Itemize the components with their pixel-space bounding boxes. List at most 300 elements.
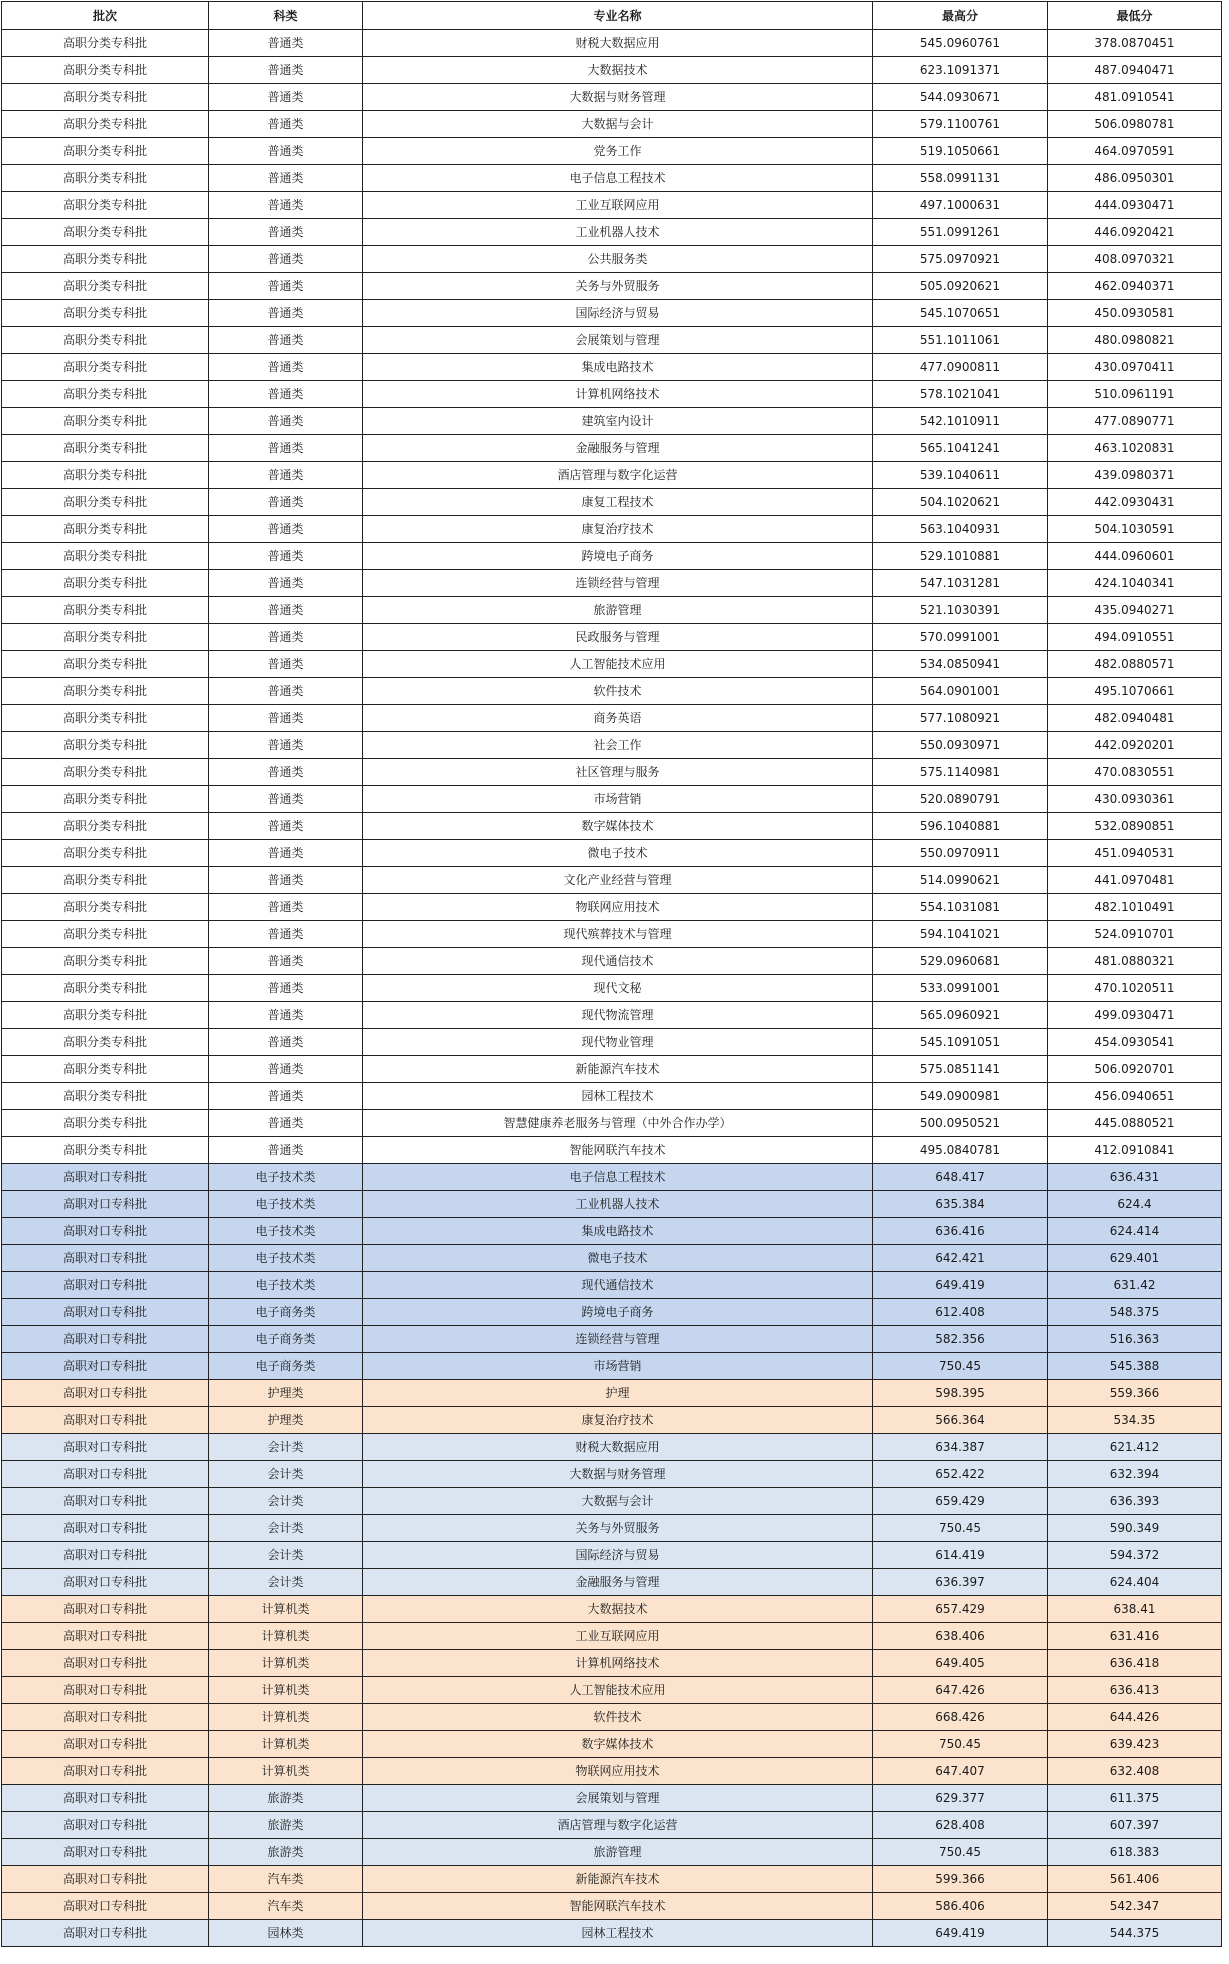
cell-category: 普通类 (209, 192, 363, 219)
cell-major: 国际经济与贸易 (363, 300, 873, 327)
cell-min-score: 559.366 (1048, 1380, 1222, 1407)
cell-min-score: 470.0830551 (1048, 759, 1222, 786)
cell-max-score: 575.1140981 (873, 759, 1048, 786)
table-row (2, 1137, 1222, 1164)
table-row (2, 1056, 1222, 1083)
table-row (2, 1407, 1222, 1434)
cell-major: 物联网应用技术 (363, 1758, 873, 1785)
cell-max-score: 579.1100761 (873, 111, 1048, 138)
cell-batch: 高职分类专科批 (2, 570, 209, 597)
cell-major: 计算机网络技术 (363, 1650, 873, 1677)
cell-max-score: 657.429 (873, 1596, 1048, 1623)
cell-batch: 高职分类专科批 (2, 165, 209, 192)
cell-major: 园林工程技术 (363, 1920, 873, 1947)
cell-min-score: 629.401 (1048, 1245, 1222, 1272)
table-row (2, 1920, 1222, 1947)
cell-min-score: 624.414 (1048, 1218, 1222, 1245)
cell-batch: 高职对口专科批 (2, 1191, 209, 1218)
table-row (2, 435, 1222, 462)
cell-major: 智能网联汽车技术 (363, 1893, 873, 1920)
table-row (2, 1299, 1222, 1326)
cell-max-score: 520.0890791 (873, 786, 1048, 813)
cell-major: 党务工作 (363, 138, 873, 165)
cell-major: 市场营销 (363, 1353, 873, 1380)
cell-max-score: 542.1010911 (873, 408, 1048, 435)
cell-max-score: 565.0960921 (873, 1002, 1048, 1029)
cell-category: 普通类 (209, 1029, 363, 1056)
cell-batch: 高职分类专科批 (2, 894, 209, 921)
table-row (2, 462, 1222, 489)
cell-max-score: 495.0840781 (873, 1137, 1048, 1164)
cell-batch: 高职分类专科批 (2, 867, 209, 894)
table-header (2, 2, 1222, 30)
header-batch: 批次 (2, 2, 209, 30)
cell-major: 康复治疗技术 (363, 1407, 873, 1434)
cell-min-score: 495.1070661 (1048, 678, 1222, 705)
table-row (2, 489, 1222, 516)
cell-max-score: 647.407 (873, 1758, 1048, 1785)
header-max-score: 最高分 (873, 2, 1048, 30)
cell-max-score: 549.0900981 (873, 1083, 1048, 1110)
cell-min-score: 621.412 (1048, 1434, 1222, 1461)
cell-max-score: 636.397 (873, 1569, 1048, 1596)
cell-major: 工业互联网应用 (363, 1623, 873, 1650)
cell-min-score: 378.0870451 (1048, 30, 1222, 57)
cell-major: 现代文秘 (363, 975, 873, 1002)
header-category: 科类 (209, 2, 363, 30)
cell-max-score: 551.1011061 (873, 327, 1048, 354)
cell-max-score: 565.1041241 (873, 435, 1048, 462)
table-row (2, 1623, 1222, 1650)
cell-min-score: 499.0930471 (1048, 1002, 1222, 1029)
cell-max-score: 586.406 (873, 1893, 1048, 1920)
cell-max-score: 545.1091051 (873, 1029, 1048, 1056)
cell-category: 普通类 (209, 948, 363, 975)
cell-batch: 高职分类专科批 (2, 219, 209, 246)
cell-batch: 高职对口专科批 (2, 1731, 209, 1758)
cell-batch: 高职对口专科批 (2, 1623, 209, 1650)
cell-min-score: 482.1010491 (1048, 894, 1222, 921)
cell-min-score: 504.1030591 (1048, 516, 1222, 543)
cell-max-score: 534.0850941 (873, 651, 1048, 678)
cell-min-score: 456.0940651 (1048, 1083, 1222, 1110)
cell-category: 普通类 (209, 867, 363, 894)
cell-batch: 高职对口专科批 (2, 1461, 209, 1488)
cell-max-score: 596.1040881 (873, 813, 1048, 840)
cell-batch: 高职分类专科批 (2, 948, 209, 975)
cell-max-score: 545.0960761 (873, 30, 1048, 57)
cell-batch: 高职对口专科批 (2, 1758, 209, 1785)
cell-category: 普通类 (209, 111, 363, 138)
cell-category: 普通类 (209, 381, 363, 408)
cell-category: 普通类 (209, 732, 363, 759)
cell-max-score: 599.366 (873, 1866, 1048, 1893)
cell-min-score: 636.418 (1048, 1650, 1222, 1677)
cell-batch: 高职分类专科批 (2, 327, 209, 354)
admission-score-table (1, 1, 1222, 1947)
cell-major: 护理 (363, 1380, 873, 1407)
cell-max-score: 529.1010881 (873, 543, 1048, 570)
cell-batch: 高职对口专科批 (2, 1380, 209, 1407)
cell-max-score: 623.1091371 (873, 57, 1048, 84)
cell-batch: 高职分类专科批 (2, 138, 209, 165)
table-row (2, 651, 1222, 678)
cell-batch: 高职对口专科批 (2, 1596, 209, 1623)
table-row (2, 327, 1222, 354)
cell-max-score: 750.45 (873, 1515, 1048, 1542)
cell-max-score: 575.0970921 (873, 246, 1048, 273)
cell-category: 普通类 (209, 462, 363, 489)
table-row (2, 1866, 1222, 1893)
cell-max-score: 533.0991001 (873, 975, 1048, 1002)
cell-batch: 高职分类专科批 (2, 1029, 209, 1056)
cell-min-score: 506.0980781 (1048, 111, 1222, 138)
table-row (2, 1488, 1222, 1515)
table-row (2, 759, 1222, 786)
cell-major: 数字媒体技术 (363, 813, 873, 840)
cell-category: 普通类 (209, 516, 363, 543)
cell-category: 电子商务类 (209, 1326, 363, 1353)
cell-batch: 高职分类专科批 (2, 435, 209, 462)
cell-max-score: 505.0920621 (873, 273, 1048, 300)
cell-max-score: 649.419 (873, 1272, 1048, 1299)
cell-min-score: 464.0970591 (1048, 138, 1222, 165)
cell-min-score: 444.0930471 (1048, 192, 1222, 219)
table-row (2, 1785, 1222, 1812)
cell-major: 人工智能技术应用 (363, 651, 873, 678)
cell-major: 跨境电子商务 (363, 543, 873, 570)
cell-batch: 高职对口专科批 (2, 1839, 209, 1866)
cell-category: 汽车类 (209, 1866, 363, 1893)
cell-batch: 高职对口专科批 (2, 1920, 209, 1947)
cell-max-score: 564.0901001 (873, 678, 1048, 705)
table-row (2, 705, 1222, 732)
cell-min-score: 446.0920421 (1048, 219, 1222, 246)
cell-batch: 高职分类专科批 (2, 1056, 209, 1083)
cell-category: 计算机类 (209, 1623, 363, 1650)
cell-batch: 高职对口专科批 (2, 1164, 209, 1191)
table-row (2, 1461, 1222, 1488)
cell-max-score: 550.0930971 (873, 732, 1048, 759)
cell-max-score: 529.0960681 (873, 948, 1048, 975)
cell-category: 会计类 (209, 1461, 363, 1488)
cell-category: 普通类 (209, 570, 363, 597)
cell-category: 普通类 (209, 1002, 363, 1029)
cell-category: 普通类 (209, 975, 363, 1002)
cell-min-score: 631.416 (1048, 1623, 1222, 1650)
cell-category: 普通类 (209, 489, 363, 516)
cell-major: 微电子技术 (363, 840, 873, 867)
table-row (2, 165, 1222, 192)
cell-category: 计算机类 (209, 1650, 363, 1677)
table-row (2, 840, 1222, 867)
cell-min-score: 618.383 (1048, 1839, 1222, 1866)
cell-batch: 高职分类专科批 (2, 786, 209, 813)
cell-batch: 高职分类专科批 (2, 192, 209, 219)
cell-max-score: 642.421 (873, 1245, 1048, 1272)
table-row (2, 786, 1222, 813)
cell-min-score: 524.0910701 (1048, 921, 1222, 948)
table-row (2, 732, 1222, 759)
cell-major: 大数据与财务管理 (363, 84, 873, 111)
cell-min-score: 412.0910841 (1048, 1137, 1222, 1164)
table-row (2, 516, 1222, 543)
cell-category: 普通类 (209, 624, 363, 651)
table-row (2, 1812, 1222, 1839)
cell-category: 会计类 (209, 1569, 363, 1596)
cell-max-score: 750.45 (873, 1731, 1048, 1758)
cell-max-score: 659.429 (873, 1488, 1048, 1515)
table-row (2, 1002, 1222, 1029)
cell-category: 普通类 (209, 705, 363, 732)
cell-category: 电子技术类 (209, 1245, 363, 1272)
cell-category: 电子技术类 (209, 1218, 363, 1245)
cell-category: 计算机类 (209, 1731, 363, 1758)
cell-category: 计算机类 (209, 1677, 363, 1704)
cell-major: 现代物流管理 (363, 1002, 873, 1029)
cell-major: 数字媒体技术 (363, 1731, 873, 1758)
cell-major: 关务与外贸服务 (363, 1515, 873, 1542)
table-row (2, 1704, 1222, 1731)
cell-major: 国际经济与贸易 (363, 1542, 873, 1569)
cell-batch: 高职分类专科批 (2, 354, 209, 381)
cell-max-score: 647.426 (873, 1677, 1048, 1704)
cell-min-score: 435.0940271 (1048, 597, 1222, 624)
cell-min-score: 486.0950301 (1048, 165, 1222, 192)
cell-min-score: 454.0930541 (1048, 1029, 1222, 1056)
cell-max-score: 551.0991261 (873, 219, 1048, 246)
cell-batch: 高职对口专科批 (2, 1434, 209, 1461)
cell-major: 现代通信技术 (363, 1272, 873, 1299)
cell-batch: 高职分类专科批 (2, 1083, 209, 1110)
table-row (2, 408, 1222, 435)
cell-max-score: 558.0991131 (873, 165, 1048, 192)
cell-min-score: 636.413 (1048, 1677, 1222, 1704)
cell-major: 连锁经营与管理 (363, 570, 873, 597)
cell-batch: 高职分类专科批 (2, 30, 209, 57)
cell-batch: 高职对口专科批 (2, 1785, 209, 1812)
cell-min-score: 482.0940481 (1048, 705, 1222, 732)
cell-major: 物联网应用技术 (363, 894, 873, 921)
table-row (2, 1731, 1222, 1758)
cell-major: 金融服务与管理 (363, 1569, 873, 1596)
cell-category: 计算机类 (209, 1596, 363, 1623)
cell-batch: 高职分类专科批 (2, 651, 209, 678)
table-row (2, 867, 1222, 894)
cell-batch: 高职对口专科批 (2, 1677, 209, 1704)
cell-category: 旅游类 (209, 1785, 363, 1812)
cell-major: 公共服务类 (363, 246, 873, 273)
table-row (2, 570, 1222, 597)
table-row (2, 1083, 1222, 1110)
cell-category: 电子技术类 (209, 1164, 363, 1191)
cell-max-score: 577.1080921 (873, 705, 1048, 732)
cell-major: 智能网联汽车技术 (363, 1137, 873, 1164)
cell-major: 酒店管理与数字化运营 (363, 1812, 873, 1839)
cell-min-score: 510.0961191 (1048, 381, 1222, 408)
cell-min-score: 611.375 (1048, 1785, 1222, 1812)
cell-major: 关务与外贸服务 (363, 273, 873, 300)
cell-category: 电子商务类 (209, 1299, 363, 1326)
cell-major: 现代殡葬技术与管理 (363, 921, 873, 948)
table-row (2, 975, 1222, 1002)
cell-min-score: 424.1040341 (1048, 570, 1222, 597)
cell-max-score: 635.384 (873, 1191, 1048, 1218)
cell-min-score: 545.388 (1048, 1353, 1222, 1380)
cell-max-score: 563.1040931 (873, 516, 1048, 543)
cell-max-score: 575.0851141 (873, 1056, 1048, 1083)
cell-min-score: 542.347 (1048, 1893, 1222, 1920)
cell-major: 康复治疗技术 (363, 516, 873, 543)
cell-min-score: 632.394 (1048, 1461, 1222, 1488)
table-row (2, 1596, 1222, 1623)
cell-major: 微电子技术 (363, 1245, 873, 1272)
cell-category: 普通类 (209, 1083, 363, 1110)
cell-min-score: 544.375 (1048, 1920, 1222, 1947)
cell-min-score: 441.0970481 (1048, 867, 1222, 894)
cell-major: 跨境电子商务 (363, 1299, 873, 1326)
cell-major: 康复工程技术 (363, 489, 873, 516)
table-row (2, 624, 1222, 651)
cell-max-score: 570.0991001 (873, 624, 1048, 651)
cell-min-score: 481.0880321 (1048, 948, 1222, 975)
cell-category: 普通类 (209, 1110, 363, 1137)
cell-category: 电子商务类 (209, 1353, 363, 1380)
cell-min-score: 532.0890851 (1048, 813, 1222, 840)
cell-min-score: 624.4 (1048, 1191, 1222, 1218)
table-row (2, 1164, 1222, 1191)
cell-batch: 高职分类专科批 (2, 732, 209, 759)
cell-category: 计算机类 (209, 1704, 363, 1731)
cell-batch: 高职对口专科批 (2, 1569, 209, 1596)
cell-major: 商务英语 (363, 705, 873, 732)
cell-min-score: 444.0960601 (1048, 543, 1222, 570)
table-body (2, 30, 1222, 1947)
cell-category: 普通类 (209, 57, 363, 84)
cell-min-score: 561.406 (1048, 1866, 1222, 1893)
cell-category: 普通类 (209, 678, 363, 705)
cell-major: 大数据技术 (363, 57, 873, 84)
cell-major: 大数据与财务管理 (363, 1461, 873, 1488)
table-row (2, 1650, 1222, 1677)
cell-batch: 高职对口专科批 (2, 1866, 209, 1893)
table-row (2, 1569, 1222, 1596)
cell-batch: 高职分类专科批 (2, 381, 209, 408)
table-row (2, 921, 1222, 948)
cell-min-score: 644.426 (1048, 1704, 1222, 1731)
cell-max-score: 638.406 (873, 1623, 1048, 1650)
cell-batch: 高职分类专科批 (2, 84, 209, 111)
cell-category: 普通类 (209, 921, 363, 948)
table-row (2, 1758, 1222, 1785)
cell-category: 会计类 (209, 1488, 363, 1515)
cell-batch: 高职分类专科批 (2, 813, 209, 840)
cell-major: 智慧健康养老服务与管理（中外合作办学） (363, 1110, 873, 1137)
cell-min-score: 631.42 (1048, 1272, 1222, 1299)
cell-batch: 高职对口专科批 (2, 1272, 209, 1299)
cell-major: 社会工作 (363, 732, 873, 759)
cell-category: 普通类 (209, 84, 363, 111)
cell-major: 财税大数据应用 (363, 1434, 873, 1461)
table-row (2, 192, 1222, 219)
cell-batch: 高职分类专科批 (2, 543, 209, 570)
cell-min-score: 462.0940371 (1048, 273, 1222, 300)
cell-batch: 高职分类专科批 (2, 57, 209, 84)
cell-category: 普通类 (209, 651, 363, 678)
cell-major: 连锁经营与管理 (363, 1326, 873, 1353)
cell-batch: 高职分类专科批 (2, 840, 209, 867)
cell-min-score: 636.431 (1048, 1164, 1222, 1191)
cell-major: 计算机网络技术 (363, 381, 873, 408)
cell-major: 大数据与会计 (363, 111, 873, 138)
cell-min-score: 408.0970321 (1048, 246, 1222, 273)
cell-category: 普通类 (209, 894, 363, 921)
cell-category: 会计类 (209, 1515, 363, 1542)
cell-major: 园林工程技术 (363, 1083, 873, 1110)
cell-max-score: 612.408 (873, 1299, 1048, 1326)
cell-major: 市场营销 (363, 786, 873, 813)
table-row (2, 543, 1222, 570)
cell-min-score: 516.363 (1048, 1326, 1222, 1353)
table-row (2, 1353, 1222, 1380)
cell-max-score: 598.395 (873, 1380, 1048, 1407)
header-min-score: 最低分 (1048, 2, 1222, 30)
cell-batch: 高职对口专科批 (2, 1515, 209, 1542)
cell-max-score: 477.0900811 (873, 354, 1048, 381)
cell-min-score: 639.423 (1048, 1731, 1222, 1758)
cell-min-score: 430.0930361 (1048, 786, 1222, 813)
cell-max-score: 547.1031281 (873, 570, 1048, 597)
cell-batch: 高职对口专科批 (2, 1893, 209, 1920)
cell-major: 大数据与会计 (363, 1488, 873, 1515)
cell-min-score: 477.0890771 (1048, 408, 1222, 435)
cell-major: 大数据技术 (363, 1596, 873, 1623)
cell-min-score: 451.0940531 (1048, 840, 1222, 867)
cell-batch: 高职对口专科批 (2, 1488, 209, 1515)
table-row (2, 1191, 1222, 1218)
table-row (2, 111, 1222, 138)
cell-min-score: 534.35 (1048, 1407, 1222, 1434)
table-row (2, 597, 1222, 624)
cell-batch: 高职分类专科批 (2, 1137, 209, 1164)
table-row (2, 1515, 1222, 1542)
cell-max-score: 634.387 (873, 1434, 1048, 1461)
cell-major: 电子信息工程技术 (363, 165, 873, 192)
cell-category: 会计类 (209, 1434, 363, 1461)
table-row (2, 138, 1222, 165)
cell-max-score: 750.45 (873, 1839, 1048, 1866)
cell-min-score: 590.349 (1048, 1515, 1222, 1542)
cell-min-score: 430.0970411 (1048, 354, 1222, 381)
cell-min-score: 607.397 (1048, 1812, 1222, 1839)
cell-category: 计算机类 (209, 1758, 363, 1785)
table-row (2, 1029, 1222, 1056)
cell-category: 普通类 (209, 1056, 363, 1083)
cell-batch: 高职对口专科批 (2, 1245, 209, 1272)
cell-batch: 高职分类专科批 (2, 246, 209, 273)
cell-major: 工业机器人技术 (363, 219, 873, 246)
cell-batch: 高职对口专科批 (2, 1650, 209, 1677)
cell-min-score: 494.0910551 (1048, 624, 1222, 651)
cell-max-score: 578.1021041 (873, 381, 1048, 408)
table-row (2, 30, 1222, 57)
cell-category: 普通类 (209, 813, 363, 840)
cell-min-score: 487.0940471 (1048, 57, 1222, 84)
cell-batch: 高职分类专科批 (2, 1110, 209, 1137)
cell-major: 集成电路技术 (363, 354, 873, 381)
cell-batch: 高职分类专科批 (2, 489, 209, 516)
table-row (2, 1434, 1222, 1461)
